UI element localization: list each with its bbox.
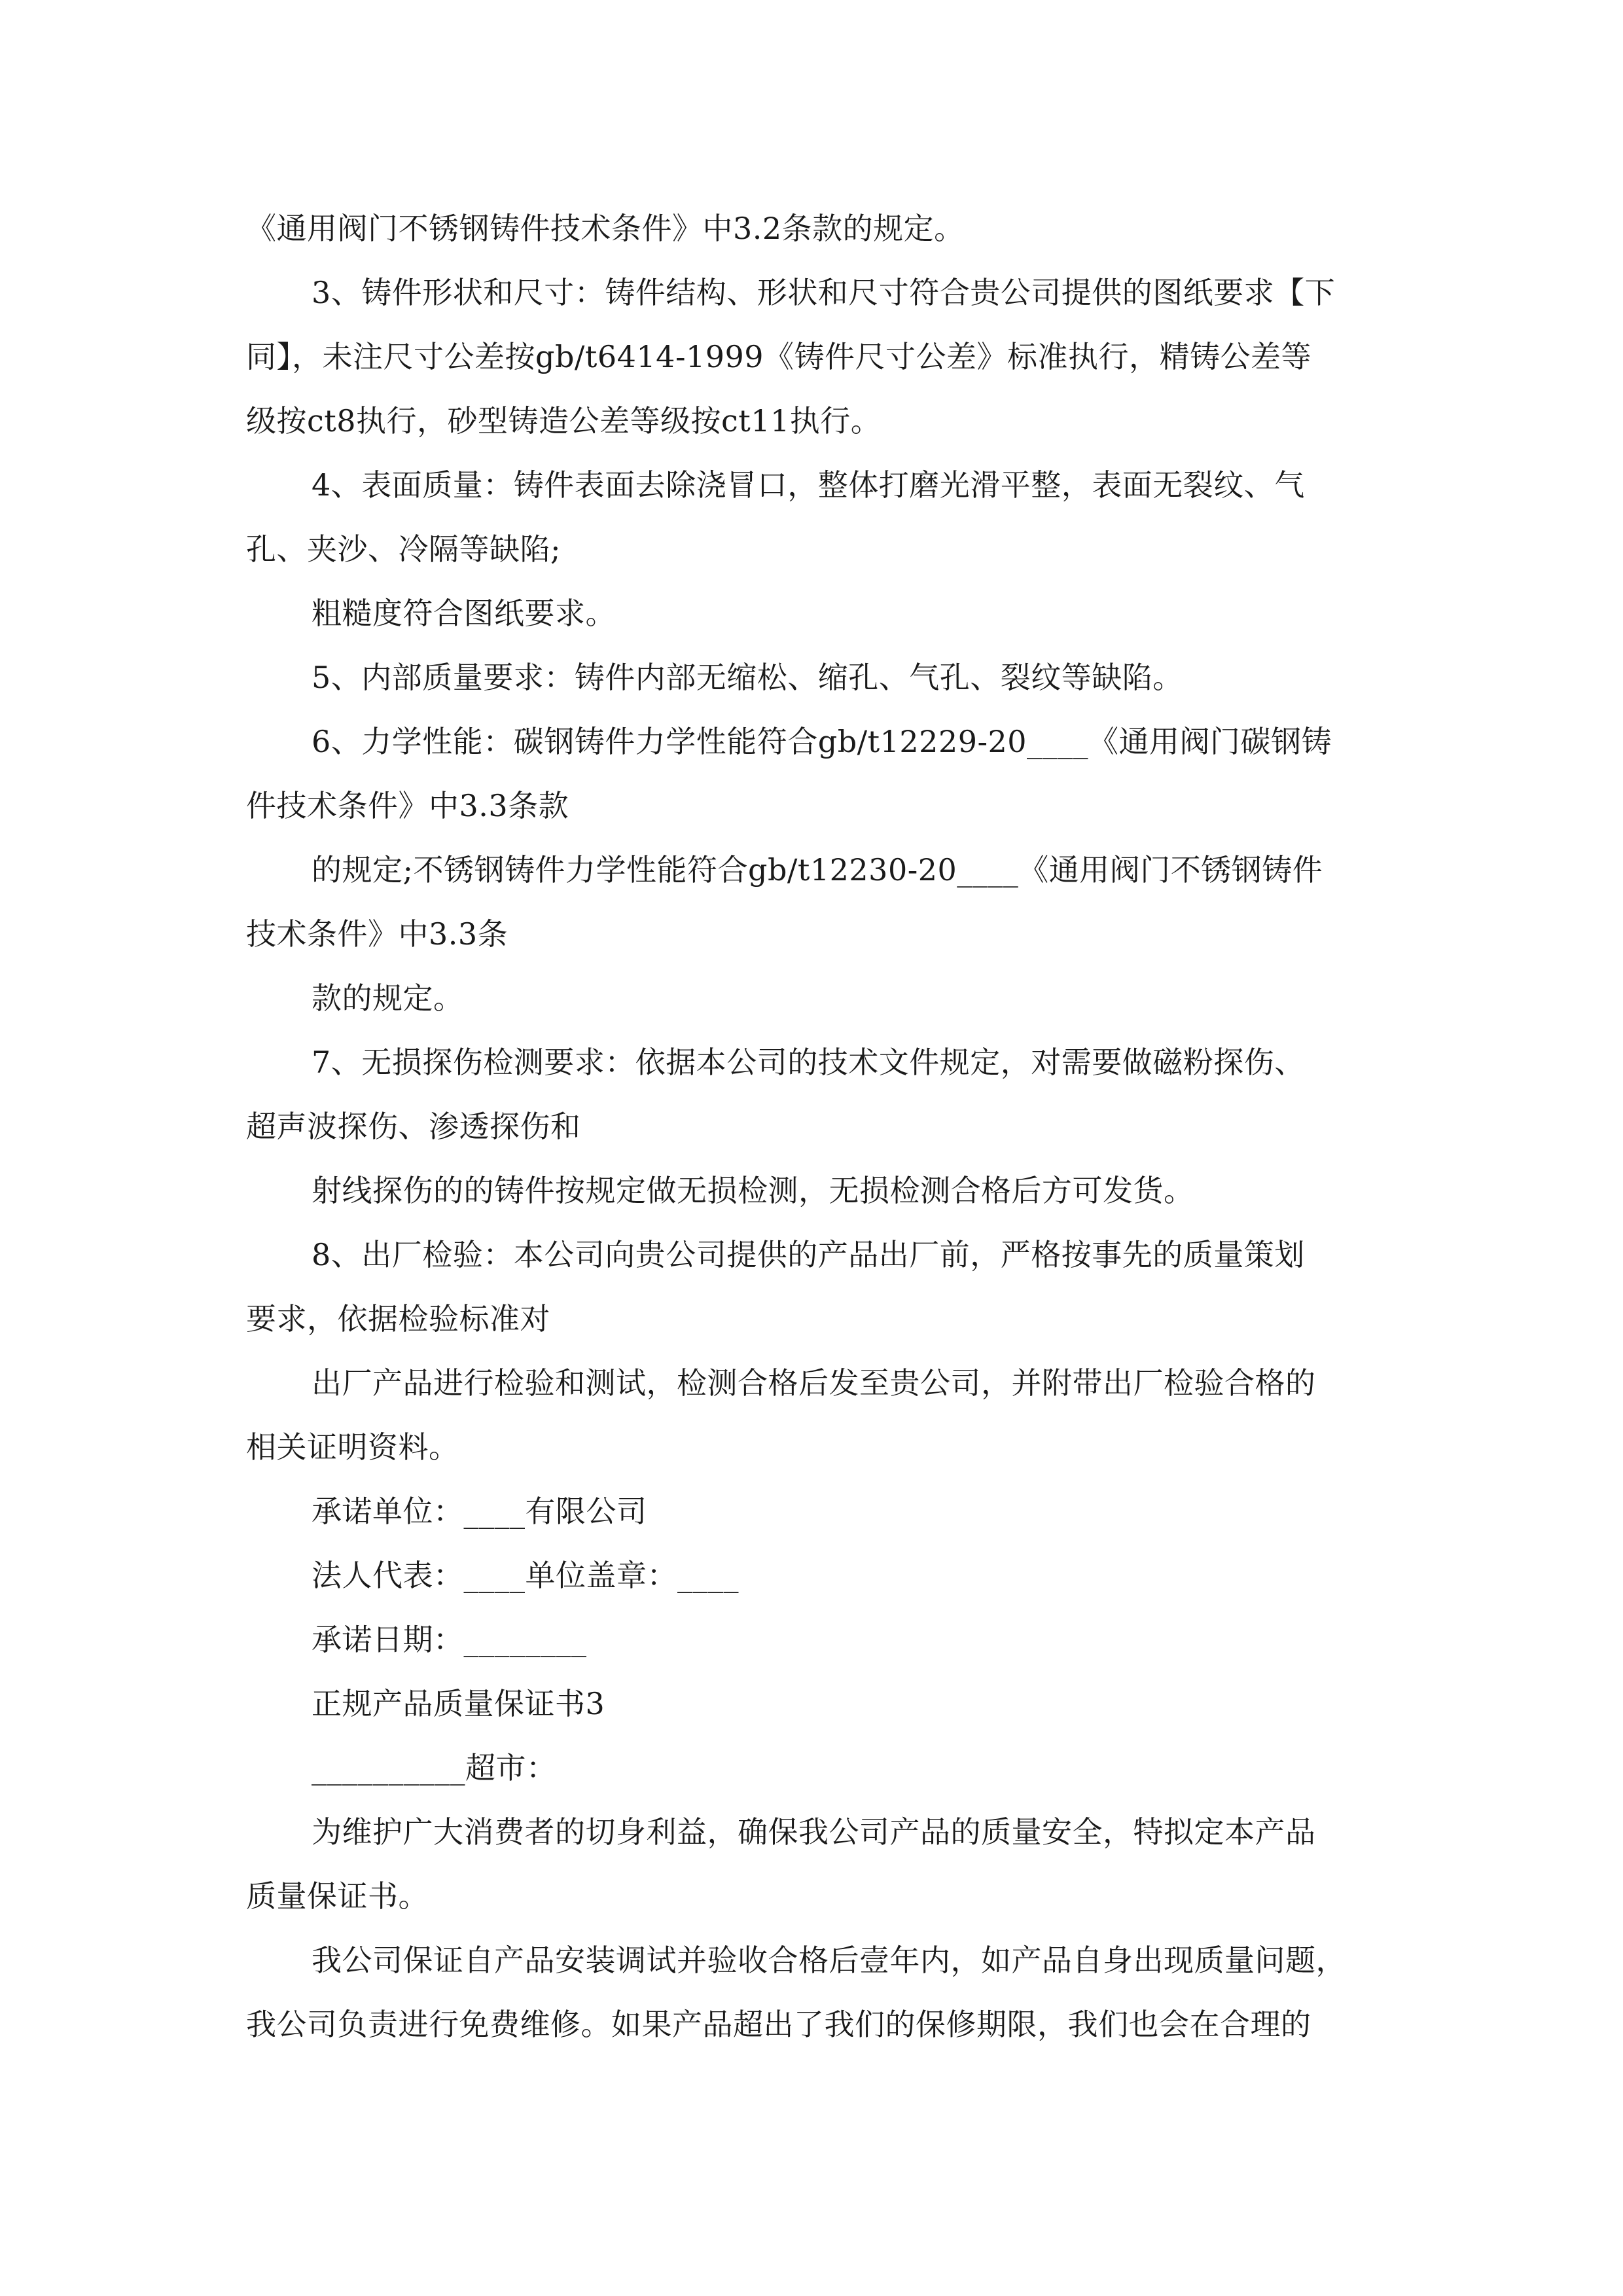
text-line: 孔、夹沙、冷隔等缺陷; (246, 531, 561, 567)
text-line: 承诺日期：________ (312, 1622, 587, 1657)
text-line: 我公司负责进行免费维修。如果产品超出了我们的保修期限，我们也会在合理的 (246, 2007, 1311, 2042)
text-line: 相关证明资料。 (246, 1429, 459, 1465)
text-line: 3、铸件形状和尺寸：铸件结构、形状和尺寸符合贵公司提供的图纸要求【下 (312, 275, 1336, 310)
text-line: 同】，未注尺寸公差按gb/t6414-1999《铸件尺寸公差》标准执行，精铸公差等 (246, 339, 1312, 374)
text-line: 承诺单位：____有限公司 (312, 1494, 647, 1529)
text-line: 4、表面质量：铸件表面去除浇冒口，整体打磨光滑平整，表面无裂纹、气 (312, 467, 1305, 503)
text-line: 6、力学性能：碳钢铸件力学性能符合gb/t12229-20____《通用阀门碳钢铸 (312, 724, 1332, 759)
text-line: 质量保证书。 (246, 1878, 429, 1914)
text-line: 5、内部质量要求：铸件内部无缩松、缩孔、气孔、裂纹等缺陷。 (312, 660, 1183, 695)
text-line: 《通用阀门不锈钢铸件技术条件》中3.2条款的规定。 (246, 211, 965, 246)
document-body (246, 196, 1377, 2056)
text-line: 我公司保证自产品安装调试并验收合格后壹年内，如产品自身出现质量问题， (312, 1943, 1346, 1978)
text-line: 款的规定。 (312, 980, 464, 1016)
text-line: 法人代表：____单位盖章：____ (312, 1558, 739, 1593)
text-line: 的规定;不锈钢铸件力学性能符合gb/t12230-20____《通用阀门不锈钢铸件 (312, 852, 1323, 888)
text-line: 要求，依据检验标准对 (246, 1301, 550, 1336)
text-line: 为维护广大消费者的切身利益，确保我公司产品的质量安全，特拟定本产品 (312, 1814, 1316, 1850)
text-line: 8、出厂检验：本公司向贵公司提供的产品出厂前，严格按事先的质量策划 (312, 1237, 1305, 1272)
text-line: 技术条件》中3.3条 (246, 916, 508, 952)
text-line: 正规产品质量保证书3 (312, 1686, 605, 1721)
text-line: 7、无损探伤检测要求：依据本公司的技术文件规定，对需要做磁粉探伤、 (312, 1045, 1305, 1080)
text-line: 级按ct8执行，砂型铸造公差等级按ct11执行。 (246, 403, 882, 439)
text-line: 超声波探伤、渗透探伤和 (246, 1109, 581, 1144)
text-line: 射线探伤的的铸件按规定做无损检测，无损检测合格后方可发货。 (312, 1173, 1194, 1208)
text-line: __________超市： (312, 1750, 557, 1785)
text-line: 粗糙度符合图纸要求。 (312, 596, 616, 631)
text-line: 出厂产品进行检验和测试，检测合格后发至贵公司，并附带出厂检验合格的 (312, 1365, 1316, 1401)
text-line: 件技术条件》中3.3条款 (246, 788, 569, 823)
